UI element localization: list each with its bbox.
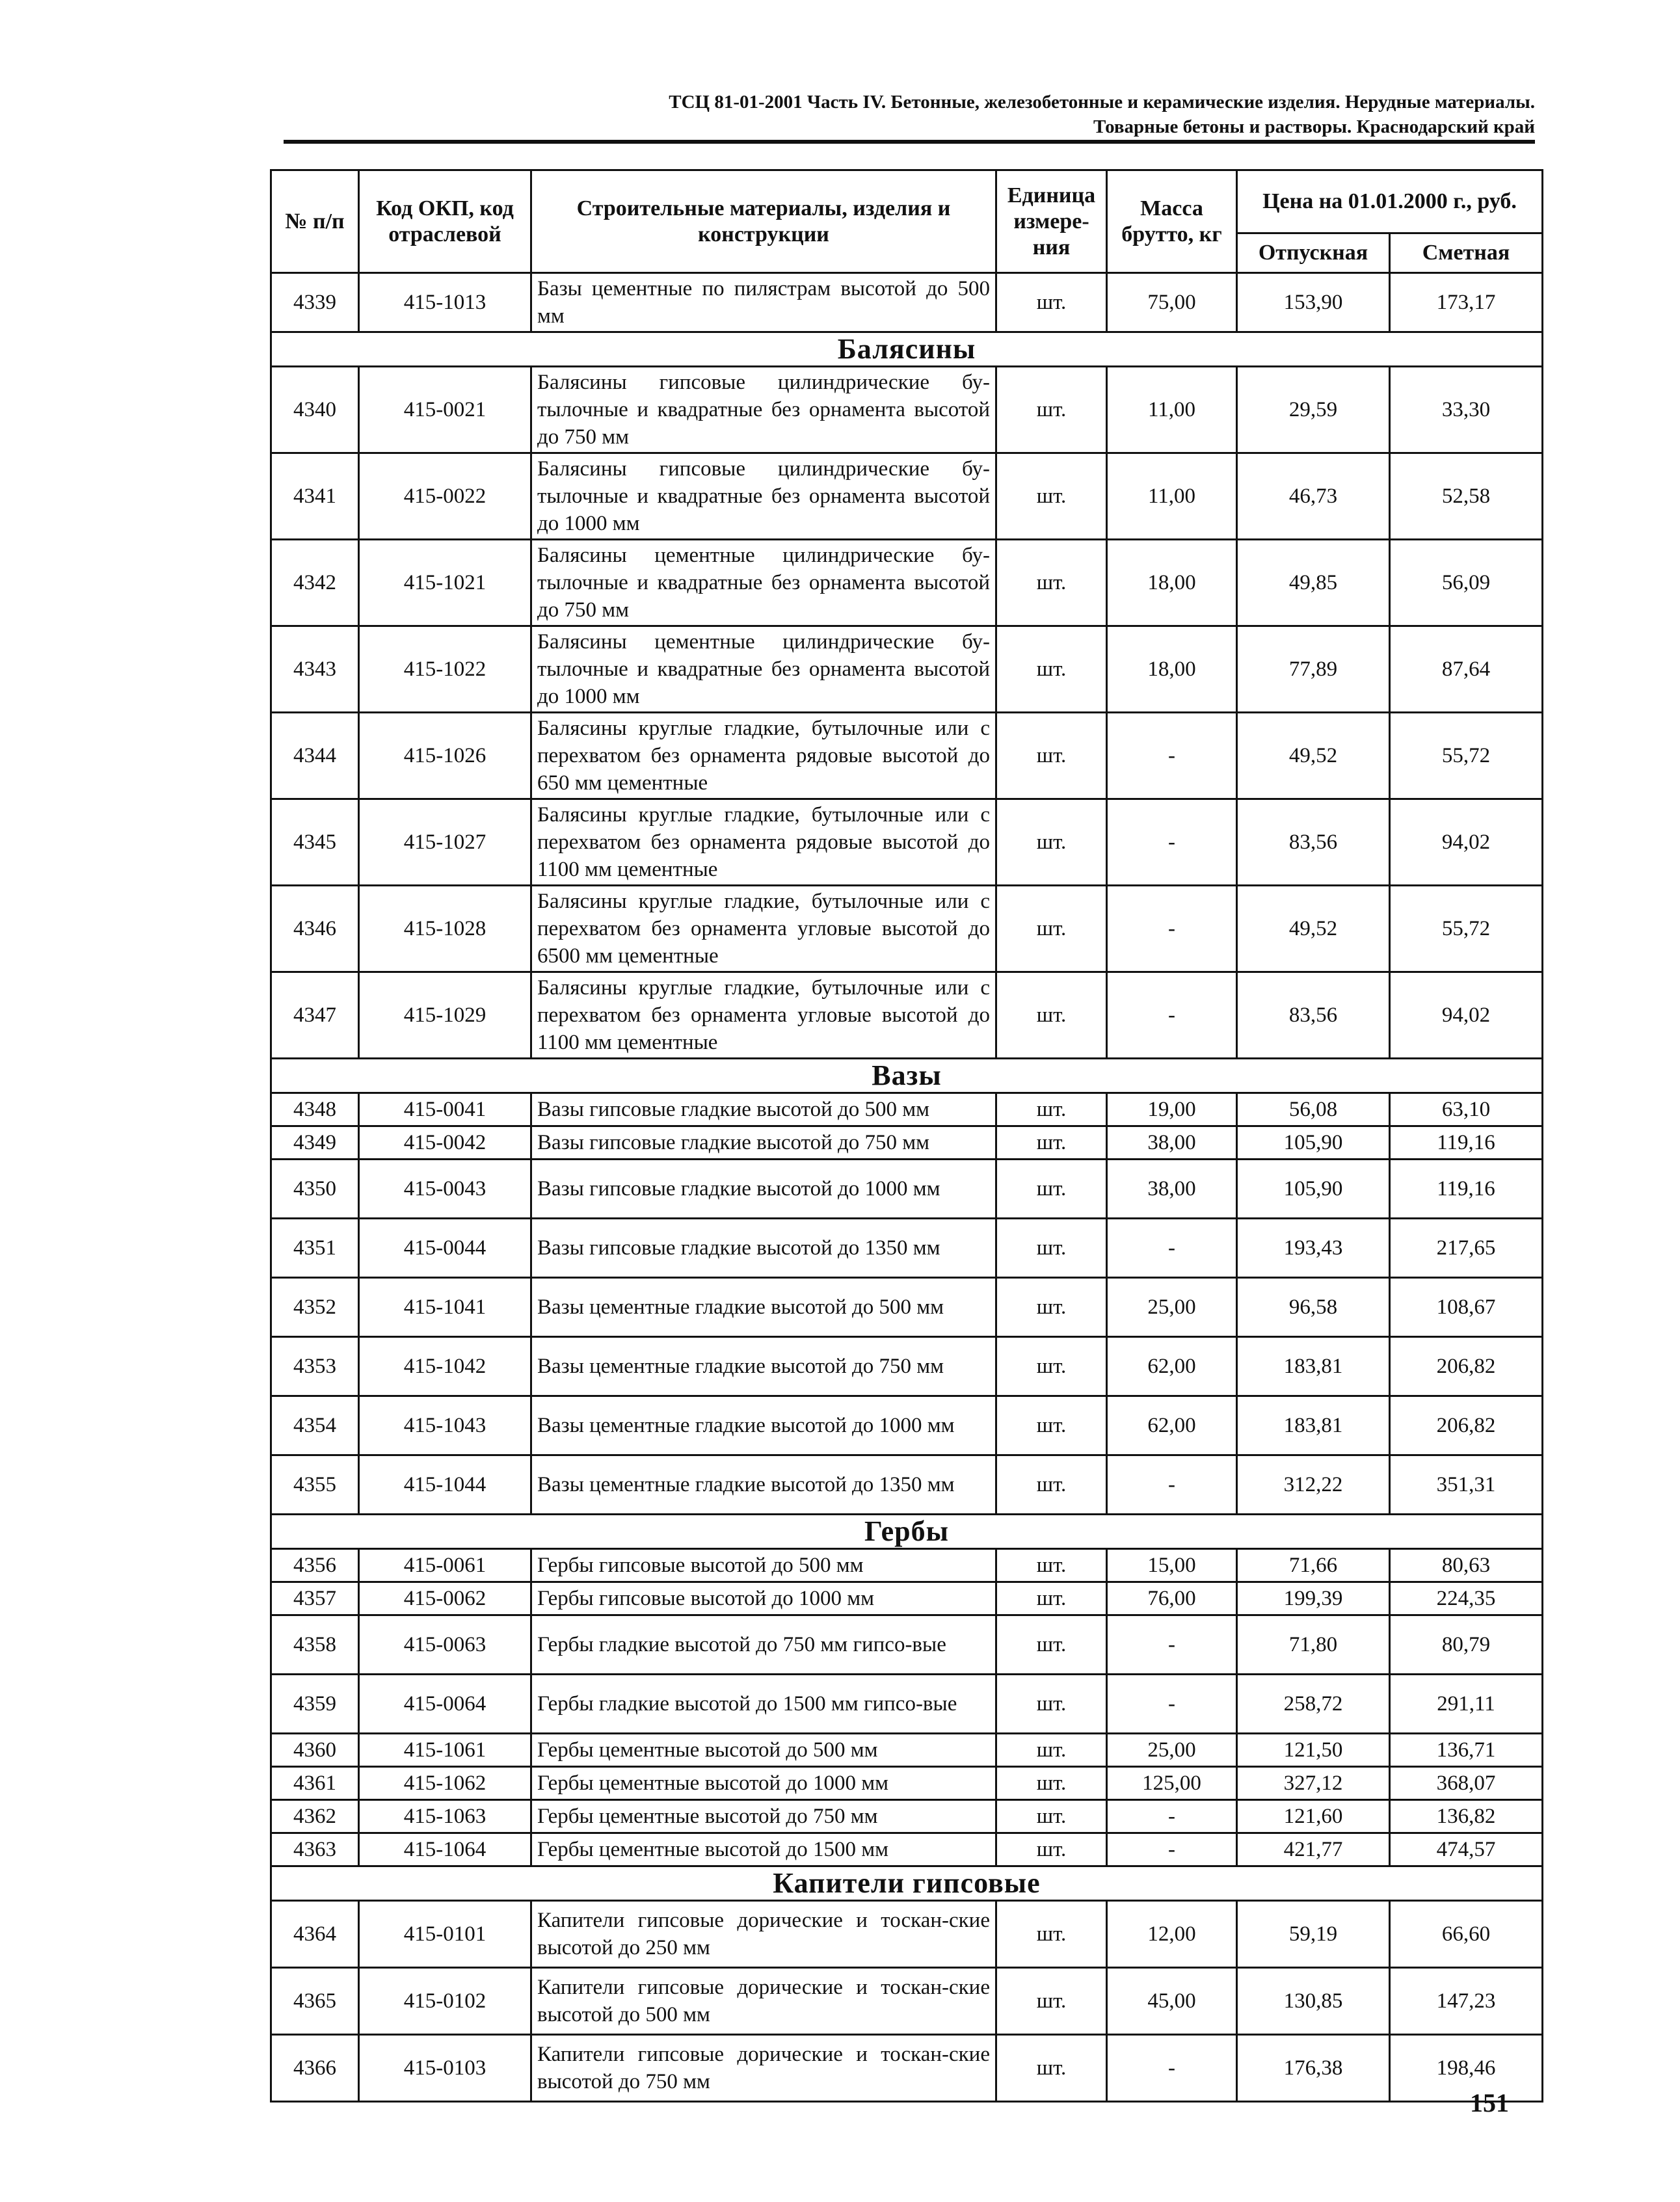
header-divider [284,140,1535,144]
row-number-cell: 4365 [271,1968,359,2035]
row-estimate-price-cell: 80,79 [1390,1615,1543,1675]
row-number-cell: 4358 [271,1615,359,1675]
row-code-cell: 415-1026 [359,713,531,799]
row-number-cell: 4342 [271,540,359,626]
row-unit-cell: шт. [996,972,1107,1059]
row-release-price-cell: 46,73 [1237,453,1390,540]
row-code-cell: 415-0064 [359,1675,531,1734]
row-unit-cell: шт. [996,1160,1107,1219]
page-header [286,90,1535,139]
row-code-cell: 415-0063 [359,1615,531,1675]
table-row [271,713,1543,799]
header-line-1: ТСЦ 81-01-2001 Часть IV. Бетонные, железобетонные и керамические изделия. Нерудные материалы. [669,92,1535,113]
row-estimate-price-cell: 136,71 [1390,1734,1543,1767]
row-mass-cell: 62,00 [1107,1396,1237,1455]
row-estimate-price-cell: 33,30 [1390,367,1543,453]
row-release-price-cell: 29,59 [1237,367,1390,453]
row-unit-cell: шт. [996,1549,1107,1582]
row-unit-cell: шт. [996,1615,1107,1675]
row-code-cell: 415-0021 [359,367,531,453]
row-mass-cell: 62,00 [1107,1337,1237,1396]
row-number-cell: 4363 [271,1833,359,1866]
row-code-cell: 415-1063 [359,1800,531,1833]
row-mass-cell: 19,00 [1107,1093,1237,1126]
section-row [271,1515,1543,1549]
row-mass-cell: - [1107,2035,1237,2102]
row-code-cell: 415-1041 [359,1278,531,1337]
row-number-cell: 4350 [271,1160,359,1219]
row-name-cell: Вазы цементные гладкие высотой до 750 мм [531,1337,996,1396]
row-release-price-cell: 183,81 [1237,1396,1390,1455]
row-code-cell: 415-0062 [359,1582,531,1615]
row-code-cell: 415-1013 [359,273,531,332]
row-estimate-price-cell: 55,72 [1390,713,1543,799]
row-name-cell: Балясины цементные цилиндрические бу-тылочные и квадратные без орнамента высотой до 750 мм [531,540,996,626]
row-code-cell: 415-1042 [359,1337,531,1396]
row-number-cell: 4357 [271,1582,359,1615]
row-estimate-price-cell: 206,82 [1390,1337,1543,1396]
row-mass-cell: 11,00 [1107,367,1237,453]
header-line-2: Товарные бетоны и растворы. Краснодарский край [1093,116,1535,137]
table-row [271,1734,1543,1767]
section-title: Вазы [271,1059,1543,1093]
table-row [271,1582,1543,1615]
table-row [271,799,1543,886]
row-number-cell: 4364 [271,1901,359,1968]
row-unit-cell: шт. [996,1734,1107,1767]
table-row [271,1901,1543,1968]
row-code-cell: 415-1027 [359,799,531,886]
col-header-estimate: Сметная [1390,233,1543,273]
row-mass-cell: - [1107,713,1237,799]
row-release-price-cell: 59,19 [1237,1901,1390,1968]
table-row [271,1968,1543,2035]
row-estimate-price-cell: 94,02 [1390,972,1543,1059]
row-release-price-cell: 121,60 [1237,1800,1390,1833]
row-unit-cell: шт. [996,540,1107,626]
row-mass-cell: 38,00 [1107,1160,1237,1219]
row-code-cell: 415-1061 [359,1734,531,1767]
row-unit-cell: шт. [996,799,1107,886]
row-number-cell: 4347 [271,972,359,1059]
row-release-price-cell: 71,80 [1237,1615,1390,1675]
row-estimate-price-cell: 119,16 [1390,1126,1543,1160]
row-mass-cell: - [1107,886,1237,972]
row-unit-cell: шт. [996,1455,1107,1515]
row-release-price-cell: 49,52 [1237,713,1390,799]
row-name-cell: Балясины цементные цилиндрические бу-тылочные и квадратные без орнамента высотой до 1000 мм [531,626,996,713]
table-row [271,1160,1543,1219]
row-mass-cell: - [1107,1833,1237,1866]
row-estimate-price-cell: 87,64 [1390,626,1543,713]
row-mass-cell: 11,00 [1107,453,1237,540]
row-estimate-price-cell: 291,11 [1390,1675,1543,1734]
row-release-price-cell: 258,72 [1237,1675,1390,1734]
row-code-cell: 415-0042 [359,1126,531,1160]
section-title: Капители гипсовые [271,1866,1543,1901]
row-mass-cell: 45,00 [1107,1968,1237,2035]
row-estimate-price-cell: 368,07 [1390,1767,1543,1800]
row-unit-cell: шт. [996,1396,1107,1455]
row-code-cell: 415-0041 [359,1093,531,1126]
row-mass-cell: 76,00 [1107,1582,1237,1615]
row-unit-cell: шт. [996,1901,1107,1968]
row-estimate-price-cell: 173,17 [1390,273,1543,332]
row-code-cell: 415-1028 [359,886,531,972]
row-name-cell: Гербы цементные высотой до 1500 мм [531,1833,996,1866]
row-code-cell: 415-0102 [359,1968,531,2035]
price-table [270,169,1543,2103]
col-header-name: Строительные материалы, изделия и конструкции [531,170,996,273]
row-estimate-price-cell: 224,35 [1390,1582,1543,1615]
table-row [271,1675,1543,1734]
row-unit-cell: шт. [996,713,1107,799]
row-code-cell: 415-0022 [359,453,531,540]
row-number-cell: 4353 [271,1337,359,1396]
row-release-price-cell: 199,39 [1237,1582,1390,1615]
table-row [271,367,1543,453]
row-code-cell: 415-0061 [359,1549,531,1582]
row-code-cell: 415-1021 [359,540,531,626]
row-estimate-price-cell: 147,23 [1390,1968,1543,2035]
col-header-mass: Масса брутто, кг [1107,170,1237,273]
col-header-num: № п/п [271,170,359,273]
row-name-cell: Гербы цементные высотой до 1000 мм [531,1767,996,1800]
row-estimate-price-cell: 206,82 [1390,1396,1543,1455]
section-row [271,332,1543,367]
table-row [271,1800,1543,1833]
row-release-price-cell: 153,90 [1237,273,1390,332]
table-row [271,1396,1543,1455]
table-row [271,273,1543,332]
row-unit-cell: шт. [996,1968,1107,2035]
row-mass-cell: - [1107,1675,1237,1734]
row-code-cell: 415-1062 [359,1767,531,1800]
row-name-cell: Базы цементные по пилястрам высотой до 500 мм [531,273,996,332]
row-estimate-price-cell: 94,02 [1390,799,1543,886]
row-code-cell: 415-1044 [359,1455,531,1515]
table-row [271,453,1543,540]
row-unit-cell: шт. [996,1582,1107,1615]
table-row [271,1615,1543,1675]
row-unit-cell: шт. [996,1126,1107,1160]
table-body [271,273,1543,2102]
row-release-price-cell: 312,22 [1237,1455,1390,1515]
table-row [271,1455,1543,1515]
page-number: 151 [1470,2088,1509,2117]
col-header-unit: Единица измере-ния [996,170,1107,273]
row-release-price-cell: 183,81 [1237,1337,1390,1396]
row-name-cell: Вазы цементные гладкие высотой до 500 мм [531,1278,996,1337]
row-name-cell: Гербы гладкие высотой до 1500 мм гипсо-вые [531,1675,996,1734]
row-name-cell: Балясины круглые гладкие, бутылочные или с перехватом без орнамента рядовые высотой до 1100 мм цементные [531,799,996,886]
row-name-cell: Капители гипсовые дорические и тоскан-ские высотой до 750 мм [531,2035,996,2102]
row-release-price-cell: 421,77 [1237,1833,1390,1866]
table-row [271,886,1543,972]
row-estimate-price-cell: 119,16 [1390,1160,1543,1219]
row-unit-cell: шт. [996,367,1107,453]
row-code-cell: 415-1029 [359,972,531,1059]
row-name-cell: Гербы гладкие высотой до 750 мм гипсо-вые [531,1615,996,1675]
row-release-price-cell: 121,50 [1237,1734,1390,1767]
row-release-price-cell: 83,56 [1237,799,1390,886]
row-number-cell: 4345 [271,799,359,886]
table-header-row [271,170,1543,233]
row-unit-cell: шт. [996,1093,1107,1126]
row-release-price-cell: 96,58 [1237,1278,1390,1337]
row-release-price-cell: 193,43 [1237,1219,1390,1278]
col-header-release: Отпускная [1237,233,1390,273]
table-row [271,1126,1543,1160]
row-number-cell: 4352 [271,1278,359,1337]
row-unit-cell: шт. [996,1767,1107,1800]
row-mass-cell: - [1107,1615,1237,1675]
row-mass-cell: 125,00 [1107,1767,1237,1800]
table-row [271,626,1543,713]
table-row [271,1767,1543,1800]
row-estimate-price-cell: 217,65 [1390,1219,1543,1278]
row-name-cell: Балясины гипсовые цилиндрические бу-тылочные и квадратные без орнамента высотой до 1000 мм [531,453,996,540]
row-name-cell: Вазы гипсовые гладкие высотой до 500 мм [531,1093,996,1126]
row-code-cell: 415-0043 [359,1160,531,1219]
row-name-cell: Балясины гипсовые цилиндрические бу-тылочные и квадратные без орнамента высотой до 750 мм [531,367,996,453]
row-number-cell: 4343 [271,626,359,713]
row-number-cell: 4344 [271,713,359,799]
row-unit-cell: шт. [996,1833,1107,1866]
row-estimate-price-cell: 474,57 [1390,1833,1543,1866]
table-row [271,1278,1543,1337]
row-unit-cell: шт. [996,1675,1107,1734]
row-unit-cell: шт. [996,1278,1107,1337]
row-name-cell: Балясины круглые гладкие, бутылочные или с перехватом без орнамента рядовые высотой до 650 мм цементные [531,713,996,799]
row-estimate-price-cell: 66,60 [1390,1901,1543,1968]
section-row [271,1059,1543,1093]
row-unit-cell: шт. [996,1800,1107,1833]
row-name-cell: Гербы цементные высотой до 750 мм [531,1800,996,1833]
row-release-price-cell: 49,85 [1237,540,1390,626]
row-number-cell: 4356 [271,1549,359,1582]
row-mass-cell: - [1107,972,1237,1059]
row-number-cell: 4339 [271,273,359,332]
row-name-cell: Гербы гипсовые высотой до 1000 мм [531,1582,996,1615]
row-number-cell: 4359 [271,1675,359,1734]
row-estimate-price-cell: 52,58 [1390,453,1543,540]
table-row [271,1833,1543,1866]
row-number-cell: 4354 [271,1396,359,1455]
row-code-cell: 415-1064 [359,1833,531,1866]
row-number-cell: 4341 [271,453,359,540]
row-name-cell: Вазы цементные гладкие высотой до 1350 мм [531,1455,996,1515]
row-name-cell: Вазы гипсовые гладкие высотой до 1350 мм [531,1219,996,1278]
row-estimate-price-cell: 198,46 [1390,2035,1543,2102]
row-name-cell: Гербы гипсовые высотой до 500 мм [531,1549,996,1582]
row-release-price-cell: 327,12 [1237,1767,1390,1800]
row-release-price-cell: 105,90 [1237,1126,1390,1160]
row-unit-cell: шт. [996,1219,1107,1278]
row-estimate-price-cell: 55,72 [1390,886,1543,972]
row-mass-cell: 12,00 [1107,1901,1237,1968]
row-mass-cell: 18,00 [1107,540,1237,626]
row-unit-cell: шт. [996,626,1107,713]
row-number-cell: 4346 [271,886,359,972]
table-row [271,1219,1543,1278]
table-row [271,1093,1543,1126]
row-code-cell: 415-1022 [359,626,531,713]
row-estimate-price-cell: 80,63 [1390,1549,1543,1582]
row-mass-cell: - [1107,1219,1237,1278]
table-row [271,1337,1543,1396]
section-title: Балясины [271,332,1543,367]
row-code-cell: 415-0101 [359,1901,531,1968]
table-row [271,2035,1543,2102]
row-number-cell: 4360 [271,1734,359,1767]
row-unit-cell: шт. [996,1337,1107,1396]
row-name-cell: Гербы цементные высотой до 500 мм [531,1734,996,1767]
row-number-cell: 4349 [271,1126,359,1160]
row-name-cell: Вазы гипсовые гладкие высотой до 1000 мм [531,1160,996,1219]
row-mass-cell: - [1107,799,1237,886]
row-unit-cell: шт. [996,273,1107,332]
row-number-cell: 4362 [271,1800,359,1833]
row-number-cell: 4366 [271,2035,359,2102]
row-estimate-price-cell: 56,09 [1390,540,1543,626]
row-mass-cell: 18,00 [1107,626,1237,713]
row-name-cell: Вазы гипсовые гладкие высотой до 750 мм [531,1126,996,1160]
row-release-price-cell: 176,38 [1237,2035,1390,2102]
section-row [271,1866,1543,1901]
row-release-price-cell: 77,89 [1237,626,1390,713]
row-mass-cell: - [1107,1800,1237,1833]
row-code-cell: 415-1043 [359,1396,531,1455]
row-unit-cell: шт. [996,453,1107,540]
row-release-price-cell: 130,85 [1237,1968,1390,2035]
table-row [271,1549,1543,1582]
row-release-price-cell: 83,56 [1237,972,1390,1059]
section-title: Гербы [271,1515,1543,1549]
row-mass-cell: 25,00 [1107,1734,1237,1767]
row-name-cell: Вазы цементные гладкие высотой до 1000 мм [531,1396,996,1455]
row-release-price-cell: 71,66 [1237,1549,1390,1582]
row-name-cell: Капители гипсовые дорические и тоскан-ские высотой до 500 мм [531,1968,996,2035]
row-release-price-cell: 56,08 [1237,1093,1390,1126]
row-mass-cell: 15,00 [1107,1549,1237,1582]
row-mass-cell: 75,00 [1107,273,1237,332]
row-unit-cell: шт. [996,886,1107,972]
row-number-cell: 4351 [271,1219,359,1278]
row-estimate-price-cell: 108,67 [1390,1278,1543,1337]
row-estimate-price-cell: 351,31 [1390,1455,1543,1515]
row-estimate-price-cell: 63,10 [1390,1093,1543,1126]
row-number-cell: 4361 [271,1767,359,1800]
col-header-code: Код ОКП, код отраслевой [359,170,531,273]
row-release-price-cell: 49,52 [1237,886,1390,972]
row-mass-cell: 25,00 [1107,1278,1237,1337]
row-estimate-price-cell: 136,82 [1390,1800,1543,1833]
row-name-cell: Балясины круглые гладкие, бутылочные или с перехватом без орнамента угловые высотой до 6500 мм цементные [531,886,996,972]
col-header-price: Цена на 01.01.2000 г., руб. [1237,170,1543,233]
table-row [271,972,1543,1059]
row-number-cell: 4340 [271,367,359,453]
row-code-cell: 415-0044 [359,1219,531,1278]
row-unit-cell: шт. [996,2035,1107,2102]
row-name-cell: Балясины круглые гладкие, бутылочные или с перехватом без орнамента угловые высотой до 1100 мм цементные [531,972,996,1059]
row-code-cell: 415-0103 [359,2035,531,2102]
row-mass-cell: 38,00 [1107,1126,1237,1160]
row-mass-cell: - [1107,1455,1237,1515]
row-number-cell: 4355 [271,1455,359,1515]
table-row [271,540,1543,626]
row-number-cell: 4348 [271,1093,359,1126]
row-name-cell: Капители гипсовые дорические и тоскан-ские высотой до 250 мм [531,1901,996,1968]
row-release-price-cell: 105,90 [1237,1160,1390,1219]
